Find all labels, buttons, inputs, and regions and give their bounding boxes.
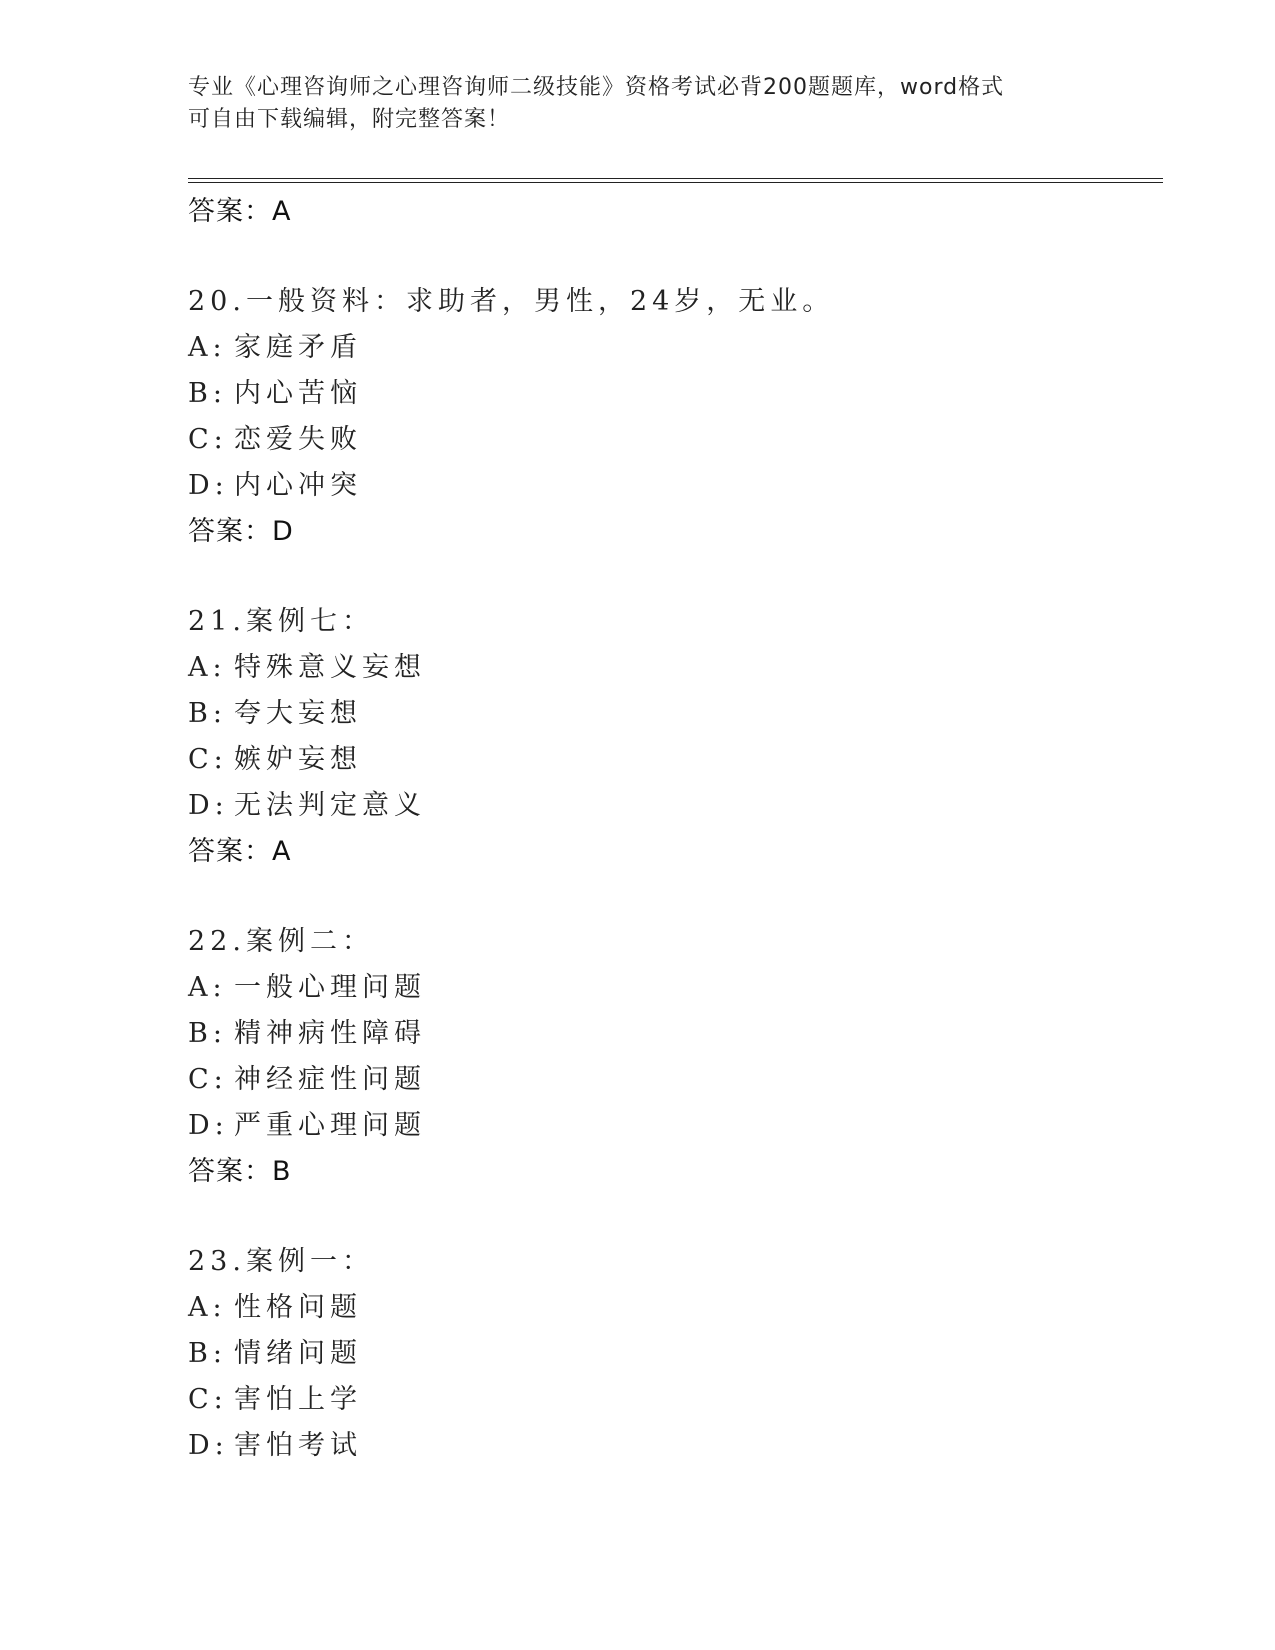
- option-label: D:: [188, 1110, 229, 1141]
- option-text: 家庭矛盾: [234, 332, 362, 363]
- answer-line: [188, 189, 1148, 235]
- option-row: [188, 1331, 1148, 1377]
- option-text: 情绪问题: [234, 1338, 362, 1369]
- option-label: C:: [188, 1384, 228, 1415]
- answer-line: [188, 1149, 1148, 1195]
- question-title: 22.案例二：: [188, 926, 374, 957]
- question-title: 23.案例一：: [188, 1246, 374, 1277]
- option-text: 无法判定意义: [234, 790, 426, 821]
- answer-label: 答案：: [188, 516, 272, 547]
- option-label: A:: [188, 652, 227, 683]
- option-text: 精神病性障碍: [234, 1018, 426, 1049]
- questions-container: [188, 235, 1148, 1469]
- option-row: [188, 965, 1148, 1011]
- option-row: [188, 1377, 1148, 1423]
- question-spacer: [188, 875, 1148, 919]
- option-label: A:: [188, 1292, 227, 1323]
- answer-value: A: [272, 836, 292, 867]
- option-text: 性格问题: [234, 1292, 362, 1323]
- option-text: 夸大妄想: [234, 698, 362, 729]
- option-row: [188, 691, 1148, 737]
- option-text: 神经症性问题: [234, 1064, 426, 1095]
- question-spacer: [188, 555, 1148, 599]
- question-title: 20.一般资料：求助者，男性，24岁，无业。: [188, 286, 835, 317]
- option-text: 内心冲突: [234, 470, 362, 501]
- option-label: D:: [188, 1430, 229, 1461]
- answer-value: B: [272, 1156, 292, 1187]
- option-label: B:: [188, 378, 227, 409]
- header-line-2: 可自由下载编辑，附完整答案！: [188, 107, 511, 132]
- answer-label: 答案：: [188, 196, 272, 227]
- option-label: C:: [188, 424, 228, 455]
- option-label: B:: [188, 698, 227, 729]
- option-row: [188, 463, 1148, 509]
- option-row: [188, 737, 1148, 783]
- option-label: A:: [188, 332, 227, 363]
- option-text: 嫉妒妄想: [234, 744, 362, 775]
- answer-line: [188, 829, 1148, 875]
- option-text: 一般心理问题: [234, 972, 426, 1003]
- document-header: [188, 72, 1088, 136]
- answer-label: 答案：: [188, 836, 272, 867]
- header-divider: [188, 178, 1163, 183]
- option-row: [188, 645, 1148, 691]
- question-title: 21.案例七：: [188, 606, 374, 637]
- answer-value: A: [272, 196, 292, 227]
- question-list: [188, 189, 1148, 1469]
- option-label: C:: [188, 1064, 228, 1095]
- option-label: D:: [188, 790, 229, 821]
- option-text: 害怕上学: [234, 1384, 362, 1415]
- option-label: A:: [188, 972, 227, 1003]
- answer-line: [188, 509, 1148, 555]
- option-row: [188, 325, 1148, 371]
- option-text: 特殊意义妄想: [234, 652, 426, 683]
- option-row: [188, 1011, 1148, 1057]
- option-row: [188, 1057, 1148, 1103]
- header-line-1: 专业《心理咨询师之心理咨询师二级技能》资格考试必背200题题库，word格式: [188, 75, 1005, 100]
- option-text: 恋爱失败: [234, 424, 362, 455]
- option-label: B:: [188, 1018, 227, 1049]
- option-label: B:: [188, 1338, 227, 1369]
- option-row: [188, 1285, 1148, 1331]
- option-label: D:: [188, 470, 229, 501]
- option-row: [188, 371, 1148, 417]
- option-text: 内心苦恼: [234, 378, 362, 409]
- option-label: C:: [188, 744, 228, 775]
- answer-value: D: [272, 516, 294, 547]
- question-spacer: [188, 235, 1148, 279]
- option-text: 严重心理问题: [234, 1110, 426, 1141]
- option-row: [188, 783, 1148, 829]
- option-text: 害怕考试: [234, 1430, 362, 1461]
- answer-label: 答案：: [188, 1156, 272, 1187]
- option-row: [188, 1103, 1148, 1149]
- option-row: [188, 417, 1148, 463]
- question-spacer: [188, 1195, 1148, 1239]
- option-row: [188, 1423, 1148, 1469]
